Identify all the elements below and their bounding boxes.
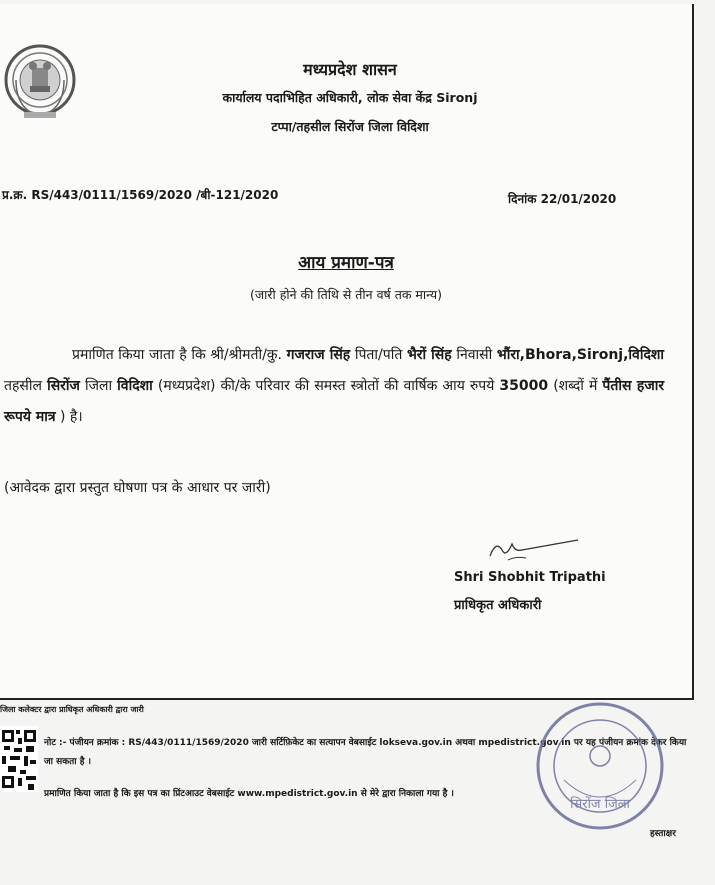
officer-designation: प्राधिकृत अधिकारी — [454, 598, 542, 613]
officer-name: Shri Shobhit Tripathi — [454, 570, 606, 585]
office-seal-stamp-icon — [530, 696, 670, 836]
officer-signature-icon — [482, 530, 582, 570]
tehsil-district: टप्पा/तहसील सिरोंज जिला विदिशा — [271, 119, 429, 134]
applicant-name: गजराज सिंह — [286, 347, 351, 363]
address: भौंरा,Bhora,Sironj,विदिशा — [496, 347, 665, 363]
body-resident-label: निवासी — [456, 347, 493, 363]
district: विदिशा — [117, 378, 153, 394]
issue-date: दिनांक 22/01/2020 — [508, 192, 617, 206]
issuing-authority-note: जिला कलेक्टर द्वारा प्राधिकृत अधिकारी द्वारा जारी — [0, 705, 144, 714]
tehsil: सिरोंज — [47, 378, 80, 394]
body-district-label: जिला — [84, 378, 113, 394]
income-amount-words: पैंतीस हजार रूपये मात्र — [4, 378, 665, 425]
body-father-label: पिता/पति — [354, 347, 403, 363]
body-words-label: (शब्दों में — [553, 378, 598, 394]
verification-note: नोट :- पंजीयन क्रमांक : RS/443/0111/1569/2020 जारी सर्टिफ़िकेट का सत्यापन वेबसाईट lokseva.gov.in अथवा mpedistrict.gov.in पर यह पंजीयन क्रमांक देकर किया जा सकता है । — [44, 738, 687, 767]
body-intro: प्रमाणित किया जाता है कि श्री/श्रीमती/कु. — [72, 347, 283, 363]
body-closing: ) है। — [60, 409, 83, 425]
income-amount: 35000 — [499, 378, 549, 394]
govt-heading: मध्यप्रदेश शासन — [303, 60, 397, 79]
body-tehsil-label: तहसील — [4, 378, 42, 394]
signature-label: हस्ताक्षर — [650, 829, 676, 839]
mp-government-emblem-icon — [2, 40, 78, 126]
printout-note: प्रमाणित किया जाता है कि इस पत्र का प्रिंटआउट वेबसाईट www.mpedistrict.gov.in से मेरे द्वारा निकाला गया है । — [44, 789, 454, 799]
office-name: कार्यालय पदाभिहित अधिकारी, लोक सेवा केंद्र Sironj — [222, 90, 478, 105]
seal-text: सिरोंज जिला — [570, 797, 630, 812]
certificate-body — [4, 340, 664, 433]
validity-note: (जारी होने की तिथि से तीन वर्ष तक मान्य) — [250, 287, 442, 302]
father-name: भैरों सिंह — [406, 347, 452, 363]
qr-code-icon — [0, 726, 38, 792]
body-income-text: (मध्यप्रदेश) की/के परिवार की समस्त स्त्रोतों की वार्षिक आय रुपये — [157, 378, 495, 394]
declaration-basis: (आवेदक द्वारा प्रस्तुत घोषणा पत्र के आधार पर जारी) — [4, 480, 271, 496]
certificate-title: आय प्रमाण-पत्र — [298, 253, 394, 273]
reference-number: प्र.क्र. RS/443/0111/1569/2020 /बी-121/2020 — [2, 188, 279, 202]
